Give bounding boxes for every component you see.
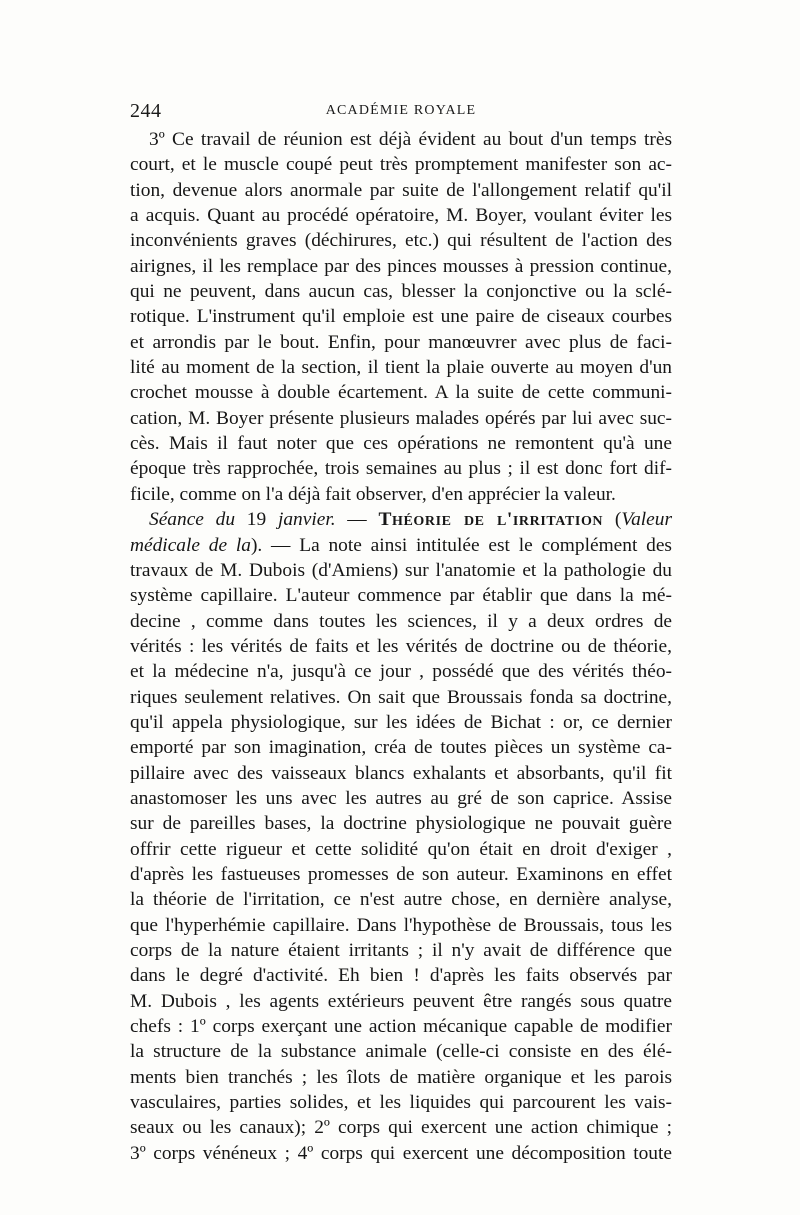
text-line: anastomoser les uns avec les autres au gré de son caprice. Assise [130,787,672,809]
text-segment: ( [603,509,622,531]
text-segment: médicale de la [130,534,251,556]
text-line: vérités : les vérités de faits et les vérités de doctrine ou de théorie, [130,635,672,657]
text-line: et arrondis par le bout. Enfin, pour manœuvrer avec plus de faci- [130,331,672,353]
text-line: que l'hyperhémie capillaire. Dans l'hypothèse de Broussais, tous les [130,914,672,936]
text-segment: Séance du [149,509,236,531]
text-line: vasculaires, parties solides, et les liquides qui parcourent les vais- [130,1092,672,1114]
text-line: corps de la nature étaient irritants ; il n'y avait de différence que [130,940,672,961]
text-line: rotique. L'instrument qu'il emploie est une paire de ciseaux courbes [130,306,672,328]
text-line: seaux ou les canaux); 2º corps qui exercent une action chimique ; [130,1117,672,1139]
page-number: 244 [130,100,162,122]
body-text [130,127,672,1166]
text-segment: 19 [235,509,278,531]
text-line: tion, devenue alors anormale par suite de l'allongement relatif qu'il [130,179,672,201]
text-line: a acquis. Quant au procédé opératoire, M. Boyer, voulant éviter les [130,205,672,227]
text-segment: Théorie de l'irritation [378,509,604,531]
text-line: et la médecine n'a, jusqu'à ce jour , possédé que des vérités théo- [130,661,672,683]
text-line: pillaire avec des vaisseaux blancs exhalants et absorbants, qu'il fit [130,762,672,784]
text-line: chefs : 1º corps exerçant une action mécanique capable de modifier [130,1016,672,1038]
text-line: emporté par son imagination, créa de toutes pièces un système ca- [130,737,672,759]
text-line: ficile, comme on l'a déjà fait observer, d'en apprécier la valeur. [130,483,616,505]
text-line: offrir cette rigueur et cette solidité qu'on était en droit d'exiger , [130,838,672,860]
text-line: 3º Ce travail de réunion est déjà évident au bout d'un temps très [149,129,672,150]
text-segment: ). — La note ainsi intitulée est le complément des [250,534,672,556]
text-segment: Valeur [621,509,672,531]
text-line: ments bien tranchés ; les îlots de matière organique et les parois [130,1066,672,1088]
text-line: système capillaire. L'auteur commence par établir que dans la mé- [130,585,672,607]
text-line: riques seulement relatives. On sait que Broussais fonda sa doctrine, [130,686,672,708]
text-segment: janvier. [277,509,336,531]
text-line: cès. Mais il faut noter que ces opérations ne remontent qu'à une [130,433,672,455]
text-line: qui ne peuvent, dans aucun cas, blesser la conjonctive ou la sclé- [130,281,672,303]
text-line: airignes, il les remplace par des pinces mousses à pression continue, [130,255,672,277]
text-line: dans le degré d'activité. Eh bien ! d'après les faits observés par [130,965,672,987]
text-line: qu'il appela physiologique, sur les idées de Bichat : or, ce dernier [130,711,672,733]
text-line: la structure de la substance animale (celle-ci consiste en des élé- [130,1041,672,1063]
text-line: lité au moment de la section, il tient la plaie ouverte au moyen d'un [130,357,672,379]
text-line: M. Dubois , les agents extérieurs peuvent être rangés sous quatre [130,990,672,1012]
text-line: court, et le muscle coupé peut très promptement manifester son ac- [130,154,672,176]
text-line: crochet mousse à double écartement. A la suite de cette communi- [130,382,672,404]
text-line: époque très rapprochée, trois semaines au plus ; il est donc fort dif- [130,458,672,480]
text-line: sur de pareilles bases, la doctrine physiologique ne pouvait guère [130,813,672,835]
page-header [130,100,672,124]
text-line: decine , comme dans toutes les sciences, il y a deux ordres de [130,610,672,632]
text-line: travaux de M. Dubois (d'Amiens) sur l'anatomie et la pathologie du [130,559,672,581]
text-line [130,507,672,532]
text-line: cation, M. Boyer présente plusieurs malades opérés par lui avec suc- [130,407,672,429]
text-segment: — [335,509,379,531]
text-line: inconvénients graves (déchirures, etc.) qui résultent de l'action des [130,230,672,252]
text-line [130,533,672,558]
text-line: d'après les fastueuses promesses de son auteur. Examinons en effet [130,863,672,885]
running-title: ACADÉMIE ROYALE [325,103,477,118]
text-line: 3º corps vénéneux ; 4º corps qui exercent une décomposition toute [130,1142,672,1164]
text-line: la théorie de l'irritation, ce n'est autre chose, en dernière analyse, [130,889,672,911]
